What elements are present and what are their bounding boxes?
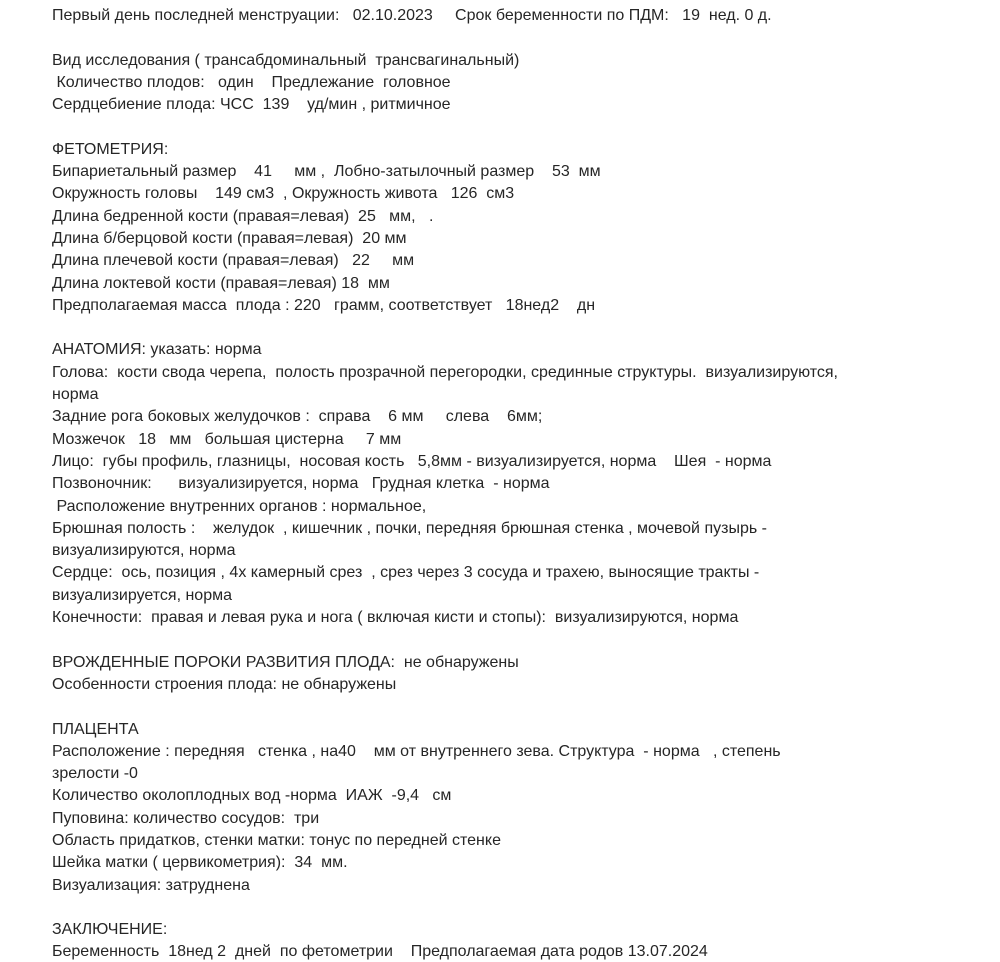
section-congenital-defects (52, 652, 940, 697)
section-placenta (52, 719, 940, 897)
placenta-heading: ПЛАЦЕНТА (52, 720, 139, 738)
line-heart-wrap: визуализируется, норма (52, 586, 232, 604)
line-ulna-length: Длина локтевой кости (правая=левая) 18 мм (52, 274, 390, 292)
line-face-neck: Лицо: губы профиль, глазницы, носовая кость 5,8мм - визуализируется, норма Шея - норма (52, 452, 772, 470)
line-structural-features: Особенности строения плода: не обнаружены (52, 675, 397, 693)
line-head-wrap: норма (52, 386, 99, 404)
line-umbilical-cord: Пуповина: количество сосудов: три (52, 809, 320, 827)
line-amniotic-fluid: Количество околоплодных вод -норма ИАЖ -9,4 см (52, 787, 452, 805)
line-fetus-count-presentation: Количество плодов: один Предлежание головное (52, 73, 451, 91)
section-lmp (52, 5, 940, 27)
line-congenital-defects: ВРОЖДЕННЫЕ ПОРОКИ РАЗВИТИЯ ПЛОДА: не обнаружены (52, 653, 519, 671)
line-abdomen-wrap: визуализируются, норма (52, 542, 236, 560)
section-study-info (52, 50, 940, 117)
line-estimated-fetal-weight: Предполагаемая масса плода : 220 грамм, соответствует 18нед2 дн (52, 296, 596, 314)
section-conclusion (52, 919, 940, 962)
section-fetometry (52, 139, 940, 317)
line-humerus-length: Длина плечевой кости (правая=левая) 22 мм (52, 252, 415, 270)
line-internal-organs: Расположение внутренних органов : нормальное, (52, 497, 427, 515)
section-anatomy (52, 339, 940, 629)
anatomy-heading: АНАТОМИЯ: указать: норма (52, 341, 262, 359)
fetometry-heading: ФЕТОМЕТРИЯ: (52, 140, 169, 158)
line-lateral-ventricles: Задние рога боковых желудочков : справа 6 мм слева 6мм; (52, 408, 543, 426)
line-head: Голова: кости свода черепа, полость прозрачной перегородки, срединные структуры. визуализируются, (52, 363, 838, 381)
conclusion-heading: ЗАКЛЮЧЕНИЕ: (52, 921, 168, 939)
line-heart: Сердце: ось, позиция , 4х камерный срез , срез через 3 сосуда и трахею, выносящие тракты - (52, 564, 760, 582)
line-femur-length: Длина бедренной кости (правая=левая) 25 мм, . (52, 207, 434, 225)
line-placenta-location-wrap: зрелости -0 (52, 765, 138, 783)
line-tibia-length: Длина б/берцовой кости (правая=левая) 20 мм (52, 229, 407, 247)
line-conclusion: Беременность 18нед 2 дней по фетометрии Предполагаемая дата родов 13.07.2024 (52, 943, 708, 961)
line-hc-ac: Окружность головы 149 см3 , Окружность живота 126 см3 (52, 185, 515, 203)
line-cerebellum-cisterna: Мозжечок 18 мм большая цистерна 7 мм (52, 430, 402, 448)
line-bpd-ofd: Бипариетальный размер 41 мм , Лобно-затылочный размер 53 мм (52, 163, 601, 181)
line-cervix: Шейка матки ( цервикометрия): 34 мм. (52, 854, 348, 872)
line-lmp-and-gestational-age: Первый день последней менструации: 02.10.2023 Срок беременности по ПДМ: 19 нед. 0 д. (52, 7, 772, 24)
line-abdomen: Брюшная полость : желудок , кишечник , почки, передняя брюшная стенка , мочевой пузырь - (52, 519, 767, 537)
line-placenta-location: Расположение : передняя стенка , на40 мм от внутреннего зева. Структура - норма , степень (52, 742, 781, 760)
line-visualization: Визуализация: затруднена (52, 876, 250, 894)
line-limbs: Конечности: правая и левая рука и нога ( включая кисти и стопы): визуализируются, норма (52, 609, 739, 627)
line-study-type: Вид исследования ( трансабдоминальный трансвагинальный) (52, 51, 520, 69)
line-adnexa-uterine-walls: Область придатков, стенки матки: тонус по передней стенке (52, 831, 501, 849)
line-heartbeat: Сердцебиение плода: ЧСС 139 уд/мин , ритмичное (52, 96, 451, 114)
line-spine-chest: Позвоночник: визуализируется, норма Грудная клетка - норма (52, 475, 550, 493)
